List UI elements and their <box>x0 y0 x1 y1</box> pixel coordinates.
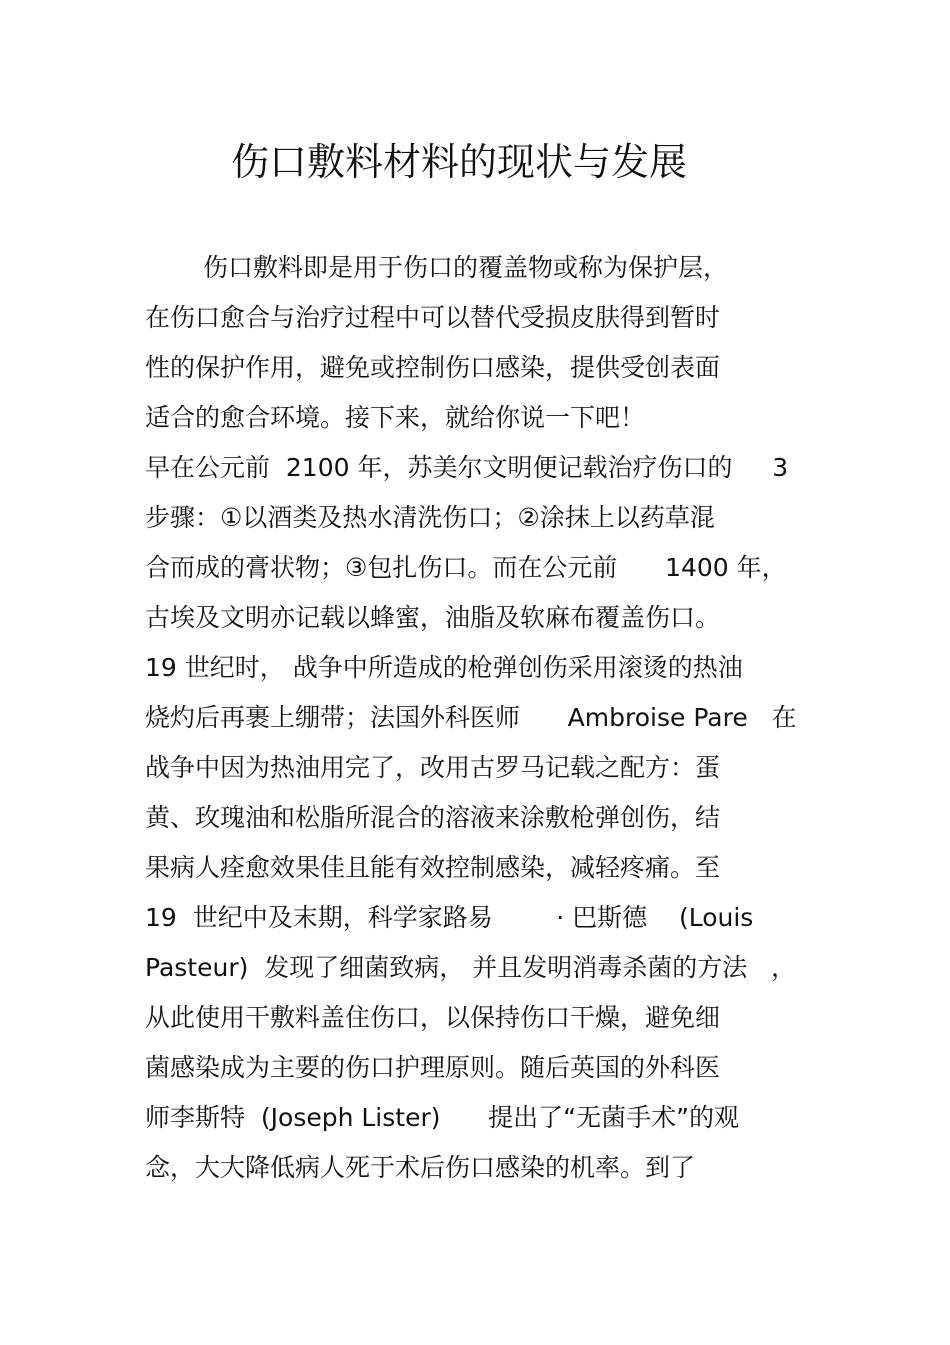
paragraph-line: 菌感染成为主要的伤口护理原则。随后英国的外科医 <box>145 1053 721 1082</box>
paragraph-line: Pasteur) 发现了细菌致病， 并且发明消毒杀菌的方法 ， <box>145 953 797 982</box>
paragraph-line: 在伤口愈合与治疗过程中可以替代受损皮肤得到暂时 <box>145 303 721 332</box>
paragraph-line: 果病人痊愈效果佳且能有效控制感染，减轻疼痛。至 <box>145 853 721 882</box>
paragraph-line: 念，大大降低病人死于术后伤口感染的机率。到了 <box>145 1153 696 1182</box>
paragraph-line: 烧灼后再裹上绷带；法国外科医师 Ambroise Pare 在 <box>145 703 797 732</box>
paragraph-line: 合而成的膏状物；③包扎伤口。而在公元前 1400 年， <box>145 553 787 582</box>
paragraph-line: 早在公元前 2100 年，苏美尔文明便记载治疗伤口的 3 <box>145 453 789 482</box>
paragraph-line: 19 世纪中及末期，科学家路易 · 巴斯德 (Louis <box>145 903 754 932</box>
paragraph-line: 19 世纪时， 战争中所造成的枪弹创伤采用滚烫的热油 <box>145 653 743 682</box>
paragraph-line: 古埃及文明亦记载以蜂蜜，油脂及软麻布覆盖伤口。 <box>145 603 721 632</box>
paragraph-line: 伤口敷料即是用于伤口的覆盖物或称为保护层， <box>203 253 729 282</box>
document-title: 伤口敷料材料的现状与发展 <box>230 140 687 184</box>
paragraph-line: 适合的愈合环境。接下来，就给你说一下吧！ <box>145 403 646 432</box>
paragraph-line: 战争中因为热油用完了，改用古罗马记载之配方：蛋 <box>145 753 721 782</box>
paragraph-line: 步骤：①以酒类及热水清洗伤口；②涂抹上以药草混 <box>145 503 715 532</box>
paragraph-line: 从此使用干敷料盖住伤口，以保持伤口干燥，避免细 <box>145 1003 721 1032</box>
paragraph-line: 黄、玫瑰油和松脂所混合的溶液来涂敷枪弹创伤，结 <box>145 803 721 832</box>
paragraph-line: 性的保护作用，避免或控制伤口感染，提供受创表面 <box>145 353 721 382</box>
paragraph-line: 师李斯特 (Joseph Lister) 提出了“无菌手术”的观 <box>145 1103 740 1132</box>
